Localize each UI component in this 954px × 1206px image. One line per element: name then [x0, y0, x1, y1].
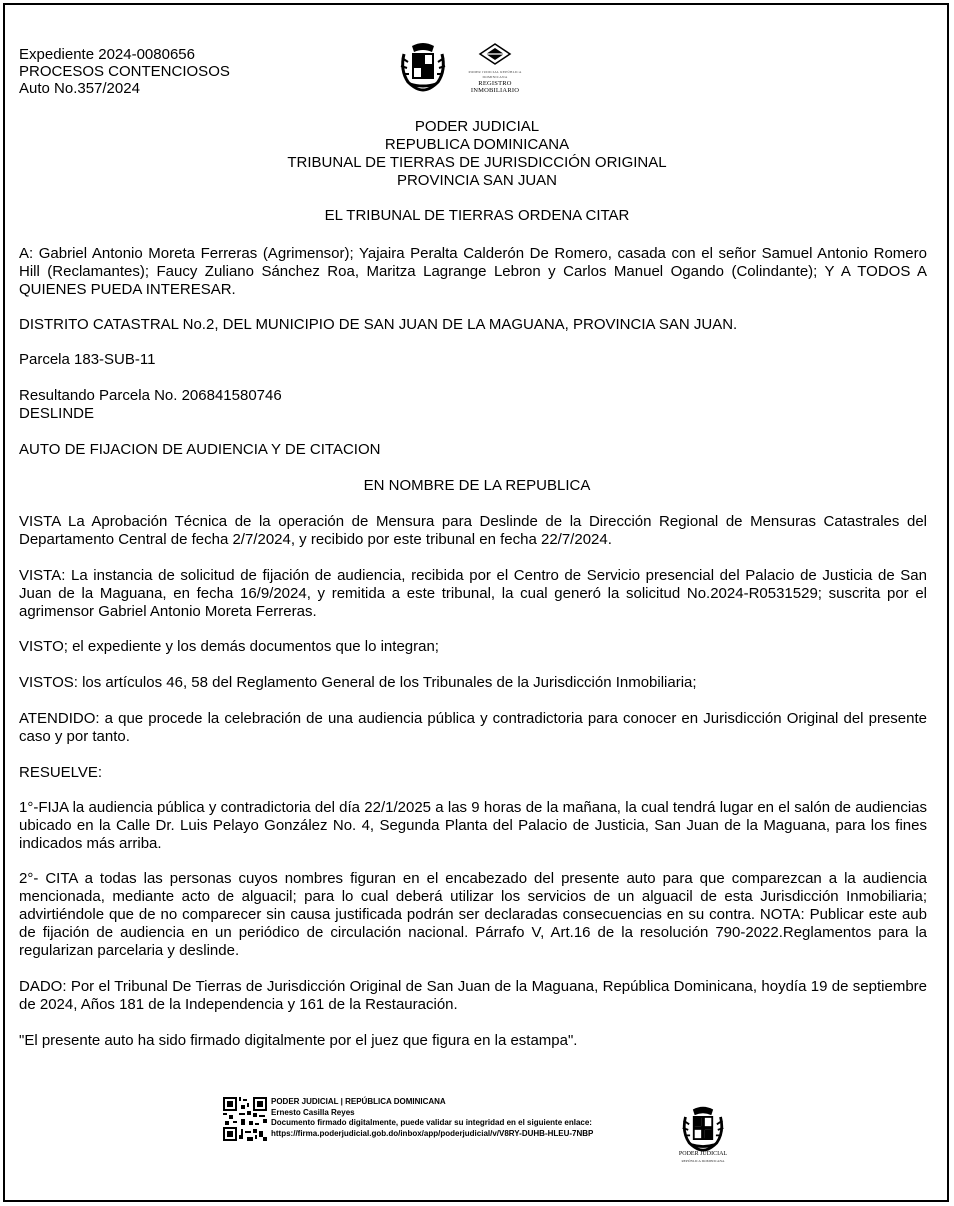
court-title: [0, 118, 954, 190]
title-line3: TRIBUNAL DE TIERRAS DE JURISDICCIÓN ORIGINAL: [287, 154, 667, 171]
diamond-logo-icon: [477, 43, 513, 65]
auto-title: AUTO DE FIJACION DE AUDIENCIA Y DE CITACION: [19, 441, 381, 458]
resultando-line: Resultando Parcela No. 206841580746: [19, 387, 282, 404]
atendido-paragraph: ATENDIDO: a que procede la celebración de una audiencia pública y contradictoria para conocer en Jurisdicción Original del presente caso y por tanto.: [19, 710, 927, 745]
title-line2: REPUBLICA DOMINICANA: [384, 136, 570, 153]
digital-signature-stamp: [223, 1097, 653, 1145]
qr-code-icon[interactable]: [223, 1097, 267, 1141]
fija-paragraph: 1°-FIJA la audiencia pública y contradictoria del día 22/1/2025 a las 9 horas de la mañana, la cual tendrá lugar en el salón de audiencias ubicado en la Calle Dr. Luis Pelayo González No. 4, Segunda Planta del Palacio de Justicia, San Juan de la Maguana, para los fines indicados más arriba.: [19, 799, 927, 852]
process-type: PROCESOS CONTENCIOSOS: [19, 63, 230, 80]
distrito-paragraph: DISTRITO CATASTRAL No.2, DEL MUNICIPIO DE SAN JUAN DE LA MAGUANA, PROVINCIA SAN JUAN.: [19, 316, 738, 333]
signature-text: [271, 1097, 593, 1139]
registro-inmobiliario-logo: [460, 43, 530, 93]
parcela-paragraph: Parcela 183-SUB-11: [19, 351, 156, 368]
coat-of-arms-icon: [398, 40, 448, 92]
bottom-coat-of-arms-icon: [678, 1104, 728, 1152]
resuelve-heading: RESUELVE:: [19, 764, 103, 781]
deslinde-line: DESLINDE: [19, 405, 95, 422]
vista2-paragraph: VISTA: La instancia de solicitud de fijación de audiencia, recibida por el Centro de Servicio presencial del Palacio de Justicia de San Juan de la Maguana, en fecha 16/9/2024, y remitida a este tribunal, la cual generó la solicitud No.2024-R0531529; suscrita por el agrimensor Gabriel Antonio Moreta Ferreras.: [19, 567, 927, 620]
ri-logo-top: PODER JUDICIAL REPÚBLICA DOMINICANA: [468, 70, 522, 79]
ri-logo-line2: INMOBILIARIO: [470, 87, 520, 94]
auto-number: Auto No.357/2024: [19, 80, 140, 97]
visto-paragraph: VISTO; el expediente y los demás documentos que lo integran;: [19, 638, 439, 655]
signature-line1: PODER JUDICIAL | REPÚBLICA DOMINICANA: [271, 1097, 446, 1106]
title-line1: PODER JUDICIAL: [414, 118, 540, 135]
title-line4: PROVINCIA SAN JUAN: [396, 172, 558, 189]
nombre-heading: EN NOMBRE DE LA REPUBLICA: [363, 477, 591, 494]
vista1-paragraph: VISTA La Aprobación Técnica de la operación de Mensura para Deslinde de la Dirección Regional de Mensuras Catastrales del Departamento Central de fecha 2/7/2024, y recibido por este tribunal en fecha 22/7/2024.: [19, 513, 927, 548]
firmado-paragraph: "El presente auto ha sido firmado digitalmente por el juez que figura en la estampa".: [19, 1032, 578, 1049]
dado-paragraph: DADO: Por el Tribunal De Tierras de Jurisdicción Original de San Juan de la Maguana, República Dominicana, hoydía 19 de septiembre de 2024, Años 181 de la Independencia y 161 de la Restauración.: [19, 978, 927, 1013]
seal-sublabel: REPÚBLICA DOMINICANA: [681, 1159, 725, 1163]
signature-link[interactable]: https://firma.poderjudicial.gob.do/inbox/app/poderjudicial/v/V8RY-DUHB-HLEU-7NBP: [271, 1128, 594, 1138]
case-header: [19, 46, 230, 97]
signature-signer: Ernesto Casilla Reyes: [271, 1107, 355, 1117]
seal-label: PODER JUDICIAL: [678, 1151, 728, 1157]
vistos-paragraph: VISTOS: los artículos 46, 58 del Reglamento General de los Tribunales de la Jurisdicción Inmobiliaria;: [19, 674, 697, 691]
resultando-block: [19, 387, 927, 423]
ri-logo-line1: REGISTRO: [478, 80, 512, 87]
order-heading: EL TRIBUNAL DE TIERRAS ORDENA CITAR: [324, 207, 630, 224]
addressees-paragraph: A: Gabriel Antonio Moreta Ferreras (Agrimensor); Yajaira Peralta Calderón De Romero, casada con el señor Samuel Antonio Romero Hill (Reclamantes); Faucy Zuliano Sánchez Roa, Maritza Lagrange Lebron y Carlos Manuel Ogando (Colindante); Y A TODOS A QUIENES PUEDA INTERESAR.: [19, 245, 927, 298]
signature-note: Documento firmado digitalmente, puede validar su integridad en el siguiente enlace:: [271, 1118, 592, 1127]
expediente-number: Expediente 2024-0080656: [19, 46, 195, 63]
cita-paragraph: 2°- CITA a todas las personas cuyos nombres figuran en el encabezado del presente auto para que comparezcan a la audiencia mencionada, mediante acto de alguacil; para lo cual deberá utilizar los servicios de un alguacil de esta Jurisdicción Inmobiliaria; advirtiéndole que de no comparecer sin causa justificada podrán ser declaradas consecuencias en su contra. NOTA: Publicar este aub de fijación de audiencia en un periódico de circulación nacional. Párrafo V, Art.16 de la resolución 790-2022.Reglamentos para la regularizan parcelaria y deslinde.: [19, 870, 927, 959]
